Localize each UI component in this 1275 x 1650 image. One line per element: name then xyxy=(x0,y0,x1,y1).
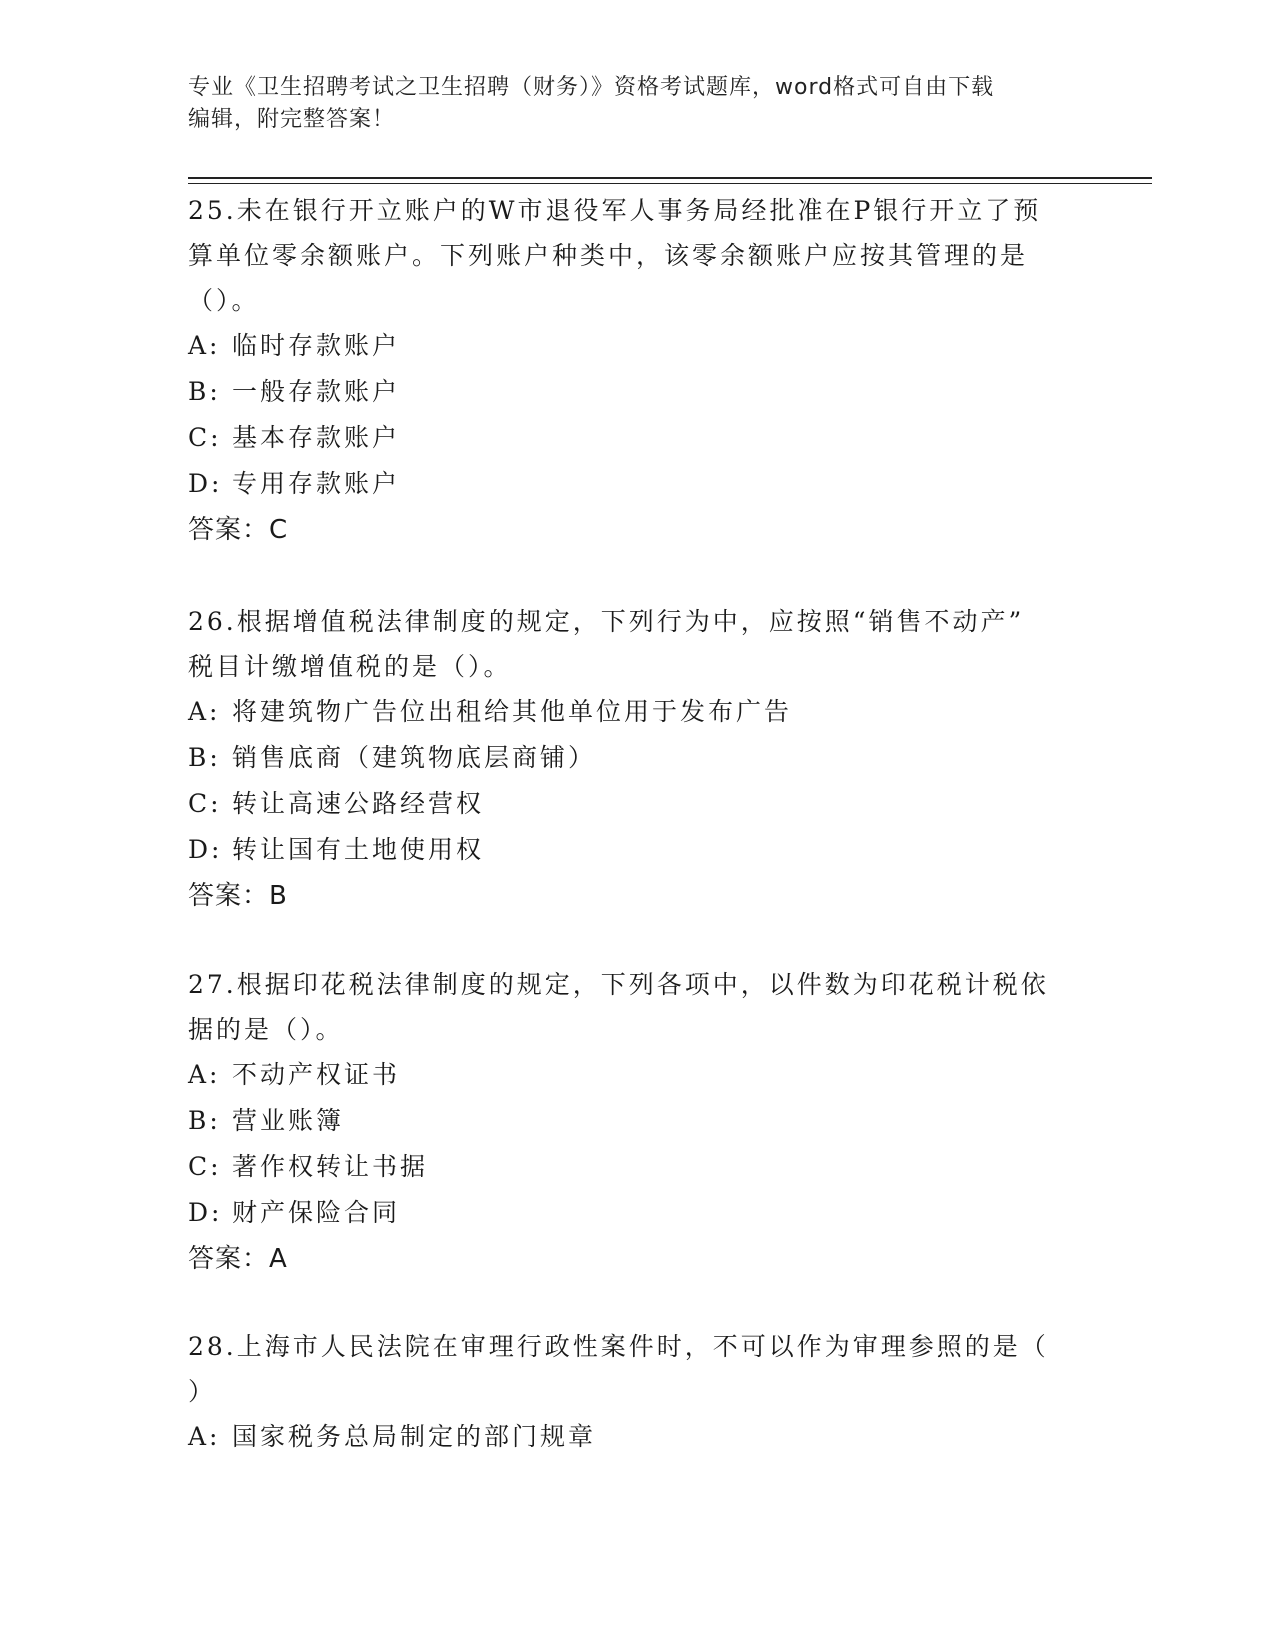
option-c xyxy=(188,781,1088,827)
option-text: 专用存款账户 xyxy=(232,469,401,498)
option-a xyxy=(188,689,1088,735)
option-d xyxy=(188,1190,1088,1236)
question-text-line: （）。 xyxy=(188,286,260,315)
question-27 xyxy=(188,962,1088,1282)
question-text-line: ） xyxy=(188,1377,217,1406)
option-text: 临时存款账户 xyxy=(232,331,401,360)
question-text-line: 28.上海市人民法院在审理行政性案件时，不可以作为审理参照的是（ xyxy=(188,1332,1049,1361)
option-key: D: xyxy=(188,469,223,498)
option-text: 转让高速公路经营权 xyxy=(232,789,485,818)
question-text-line: 据的是（）。 xyxy=(188,1015,344,1044)
answer-line: 答案：A xyxy=(188,1244,288,1274)
option-d xyxy=(188,827,1088,873)
question-text-line: 27.根据印花税法律制度的规定，下列各项中，以件数为印花税计税依 xyxy=(188,970,1049,999)
option-key: B: xyxy=(188,377,221,406)
option-text: 营业账簿 xyxy=(232,1106,345,1135)
option-key: A: xyxy=(188,1060,221,1089)
option-text: 转让国有土地使用权 xyxy=(232,835,485,864)
question-28 xyxy=(188,1324,1088,1460)
question-text-line: 算单位零余额账户。下列账户种类中，该零余额账户应按其管理的是 xyxy=(188,241,1029,270)
header-line-1: 专业《卫生招聘考试之卫生招聘（财务）》资格考试题库，word格式可自由下载 xyxy=(188,75,995,100)
header-divider-thin xyxy=(188,183,1152,184)
option-d xyxy=(188,461,1088,507)
option-b xyxy=(188,369,1088,415)
option-key: D: xyxy=(188,1198,223,1227)
option-a xyxy=(188,323,1088,369)
answer-line: 答案：B xyxy=(188,881,288,911)
question-text-line: 25.未在银行开立账户的W市退役军人事务局经批准在P银行开立了预 xyxy=(188,196,1042,225)
option-key: A: xyxy=(188,331,221,360)
option-key: A: xyxy=(188,1422,221,1451)
option-key: C: xyxy=(188,789,222,818)
option-key: B: xyxy=(188,743,221,772)
option-c xyxy=(188,1144,1088,1190)
option-text: 国家税务总局制定的部门规章 xyxy=(232,1422,597,1451)
option-key: C: xyxy=(188,1152,222,1181)
option-key: A: xyxy=(188,697,221,726)
option-text: 销售底商（建筑物底层商铺） xyxy=(232,743,597,772)
option-text: 一般存款账户 xyxy=(232,377,401,406)
option-key: D: xyxy=(188,835,223,864)
option-text: 基本存款账户 xyxy=(232,423,401,452)
header-divider-thick xyxy=(188,177,1152,179)
option-b xyxy=(188,1098,1088,1144)
option-key: C: xyxy=(188,423,222,452)
option-text: 将建筑物广告位出租给其他单位用于发布广告 xyxy=(232,697,793,726)
document-header xyxy=(188,72,1068,136)
option-text: 著作权转让书据 xyxy=(232,1152,429,1181)
question-text-line: 税目计缴增值税的是（）。 xyxy=(188,652,512,681)
option-a xyxy=(188,1052,1088,1098)
question-text-line: 26.根据增值税法律制度的规定，下列行为中，应按照“销售不动产” xyxy=(188,607,1025,636)
question-26 xyxy=(188,599,1088,919)
option-c xyxy=(188,415,1088,461)
option-key: B: xyxy=(188,1106,221,1135)
option-b xyxy=(188,735,1088,781)
option-text: 财产保险合同 xyxy=(232,1198,401,1227)
question-25 xyxy=(188,188,1088,553)
option-a xyxy=(188,1414,1088,1460)
answer-line: 答案：C xyxy=(188,515,289,545)
option-text: 不动产权证书 xyxy=(232,1060,401,1089)
header-line-2: 编辑，附完整答案！ xyxy=(188,107,396,132)
